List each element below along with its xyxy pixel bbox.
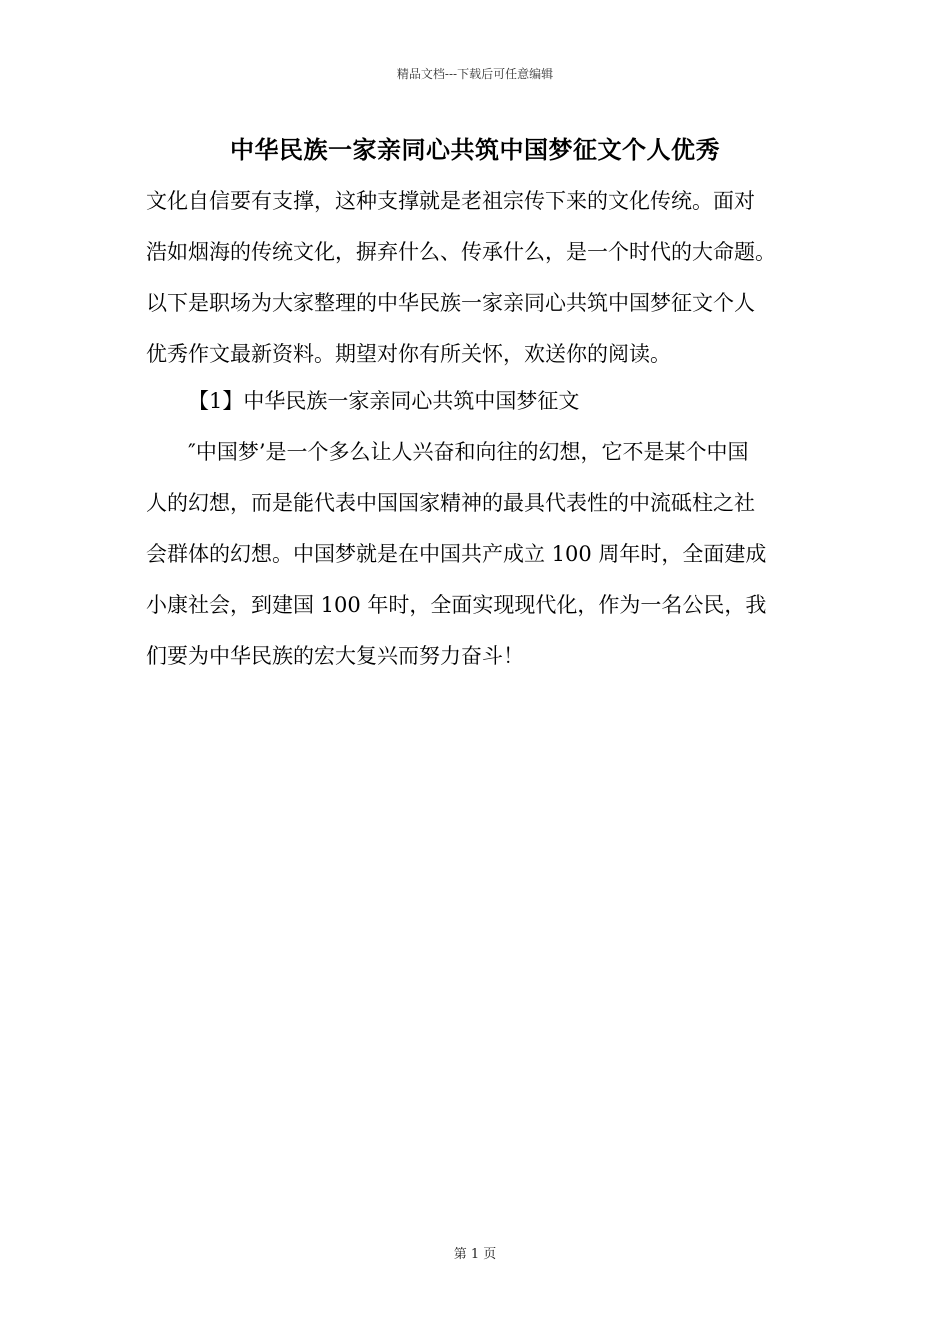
document-title: 中华民族一家亲同心共筑中国梦征文个人优秀 xyxy=(230,135,720,164)
intro-line: 浩如烟海的传统文化，摒弃什么、传承什么，是一个时代的大命题。 xyxy=(146,240,776,264)
section-1 xyxy=(146,376,822,682)
intro-line: 以下是职场为大家整理的中华民族一家亲同心共筑中国梦征文个人 xyxy=(146,291,755,315)
section-line: 小康社会，到建国 100 年时，全面实现现代化，作为一名公民，我 xyxy=(146,593,767,617)
header-note: 精品文档---下载后可任意编辑 xyxy=(396,67,554,81)
intro-paragraph xyxy=(146,176,822,380)
section-line: 会群体的幻想。中国梦就是在中国共产成立 100 周年时，全面建成 xyxy=(146,542,767,566)
intro-line: 优秀作文最新资料。期望对你有所关怀，欢送你的阅读。 xyxy=(146,342,671,366)
section-line: 人的幻想，而是能代表中国国家精神的最具代表性的中流砥柱之社 xyxy=(146,491,755,515)
intro-line: 文化自信要有支撑，这种支撑就是老祖宗传下来的文化传统。面对 xyxy=(146,189,755,213)
section-line: 们要为中华民族的宏大复兴而努力奋斗！ xyxy=(146,644,524,668)
page-number: 第 1 页 xyxy=(453,1247,497,1262)
section-heading: 【1】中华民族一家亲同心共筑中国梦征文 xyxy=(188,389,580,413)
section-line: ″中国梦’是一个多么让人兴奋和向往的幻想，它不是某个中国 xyxy=(188,440,749,464)
